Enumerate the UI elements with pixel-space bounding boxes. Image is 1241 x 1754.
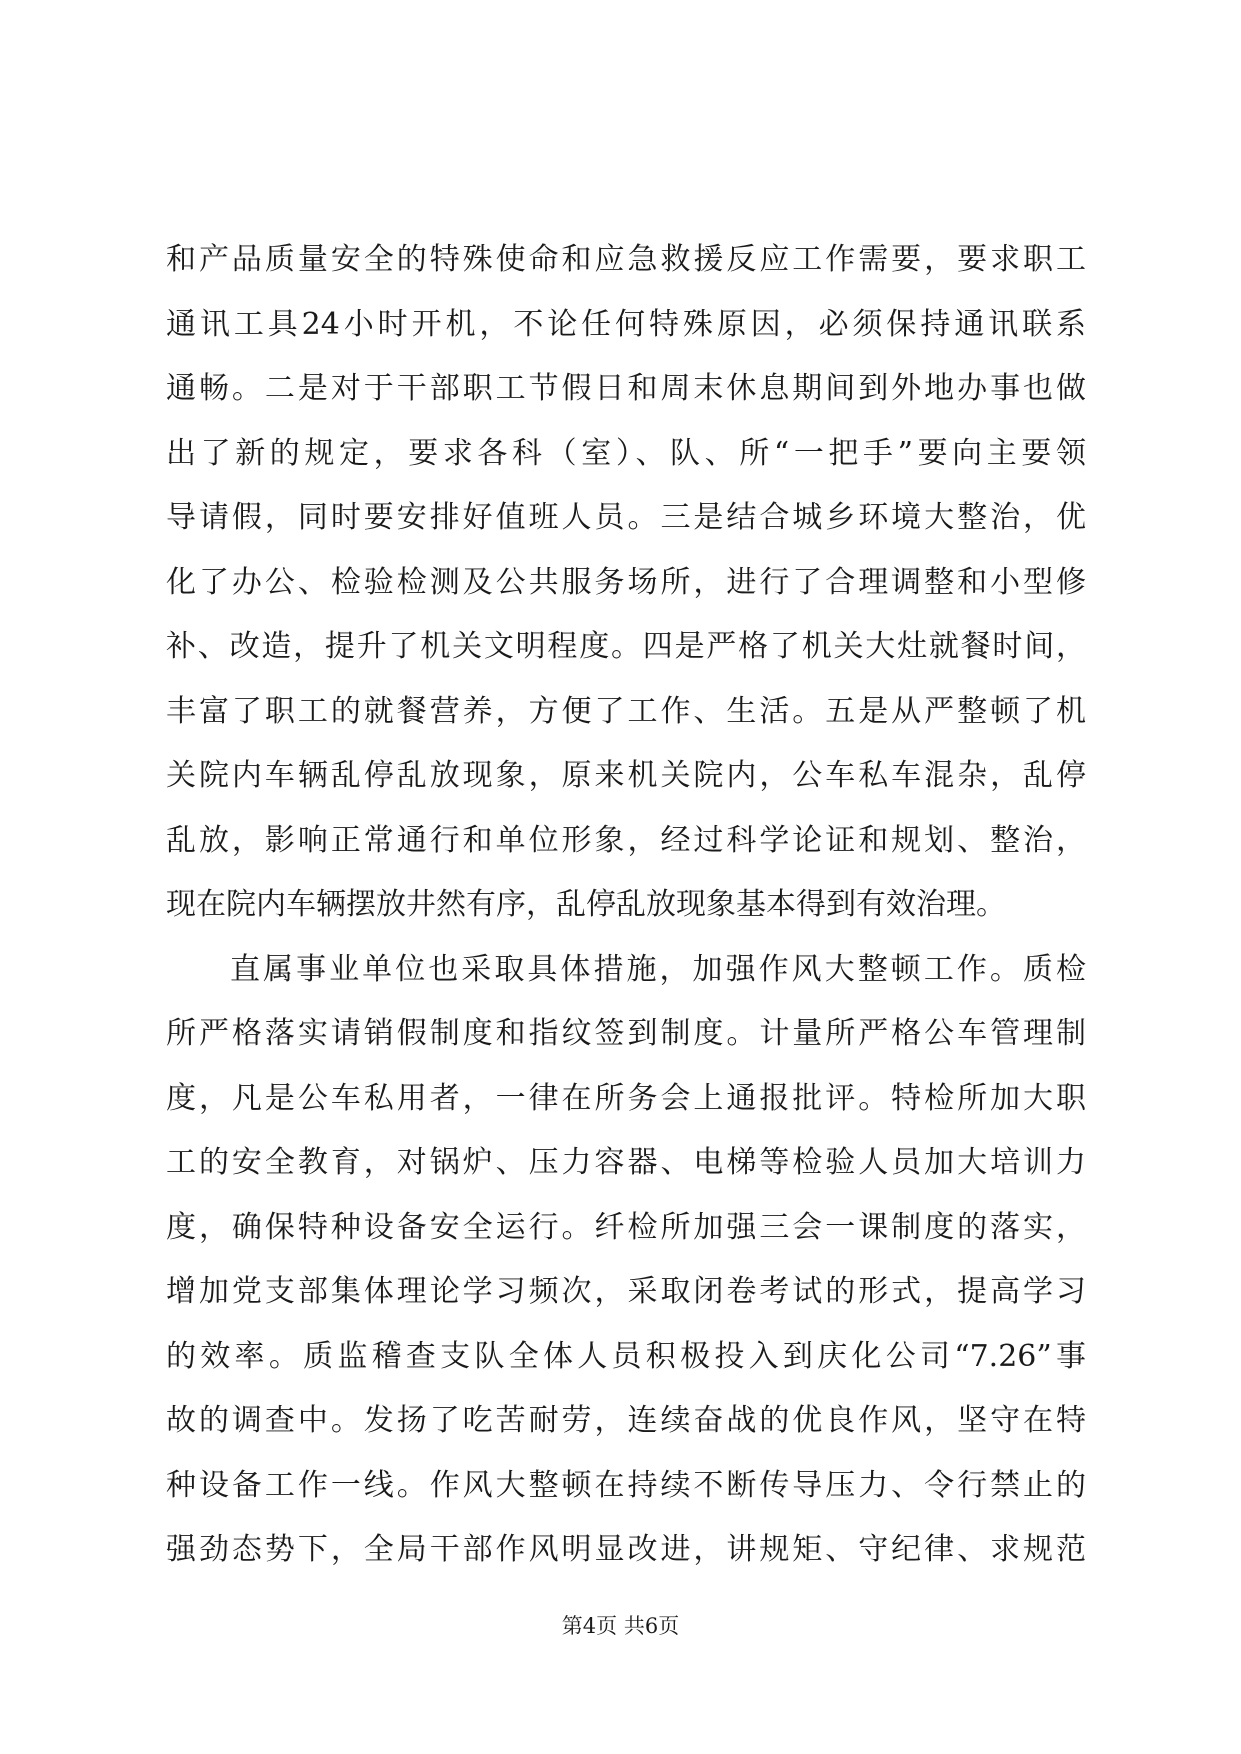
text-line: 和产品质量安全的特殊使命和应急救援反应工作需要，要求职工 (166, 242, 1086, 277)
text-line: 的效率。质监稽查支队全体人员积极投入到庆化公司“7.26”事 (166, 1338, 1086, 1374)
text-line: 出了新的规定，要求各科（室）、队、所“一把手”要向主要领 (166, 435, 1086, 471)
text-line: 强劲态势下，全局干部作风明显改进，讲规矩、守纪律、求规范 (166, 1532, 1086, 1567)
text-line: 导请假，同时要安排好值班人员。三是结合城乡环境大整治，优 (166, 500, 1086, 535)
text-line: 丰富了职工的就餐营养，方便了工作、生活。五是从严整顿了机 (166, 693, 1086, 729)
text-line: 补、改造，提升了机关文明程度。四是严格了机关大灶就餐时间， (166, 629, 1086, 664)
text-line: 关院内车辆乱停乱放现象，原来机关院内，公车私车混杂，乱停 (166, 758, 1086, 793)
text-line: 增加党支部集体理论学习频次，采取闭卷考试的形式，提高学习 (166, 1274, 1086, 1309)
text-line: 故的调查中。发扬了吃苦耐劳，连续奋战的优良作风，坚守在特 (166, 1403, 1086, 1438)
text-line: 度，确保特种设备安全运行。纤检所加强三会一课制度的落实， (166, 1209, 1086, 1245)
text-line: 乱放，影响正常通行和单位形象，经过科学论证和规划、整治， (166, 822, 1086, 858)
page-footer: 第4页 共6页 (561, 1614, 680, 1638)
text-line: 通讯工具24小时开机，不论任何特殊原因，必须保持通讯联系 (166, 306, 1086, 342)
text-line: 现在院内车辆摆放井然有序，乱停乱放现象基本得到有效治理。 (166, 887, 1006, 922)
body-text (166, 228, 1086, 1583)
text-line: 种设备工作一线。作风大整顿在持续不断传导压力、令行禁止的 (166, 1467, 1086, 1503)
text-line: 所严格落实请销假制度和指纹签到制度。计量所严格公车管理制 (166, 1016, 1086, 1051)
text-line: 化了办公、检验检测及公共服务场所，进行了合理调整和小型修 (166, 564, 1086, 600)
text-line: 通畅。二是对于干部职工节假日和周末休息期间到外地办事也做 (166, 371, 1086, 406)
text-line: 直属事业单位也采取具体措施，加强作风大整顿工作。质检 (230, 951, 1086, 987)
text-line: 度，凡是公车私用者，一律在所务会上通报批评。特检所加大职 (166, 1080, 1086, 1116)
text-line: 工的安全教育，对锅炉、压力容器、电梯等检验人员加大培训力 (166, 1145, 1086, 1180)
